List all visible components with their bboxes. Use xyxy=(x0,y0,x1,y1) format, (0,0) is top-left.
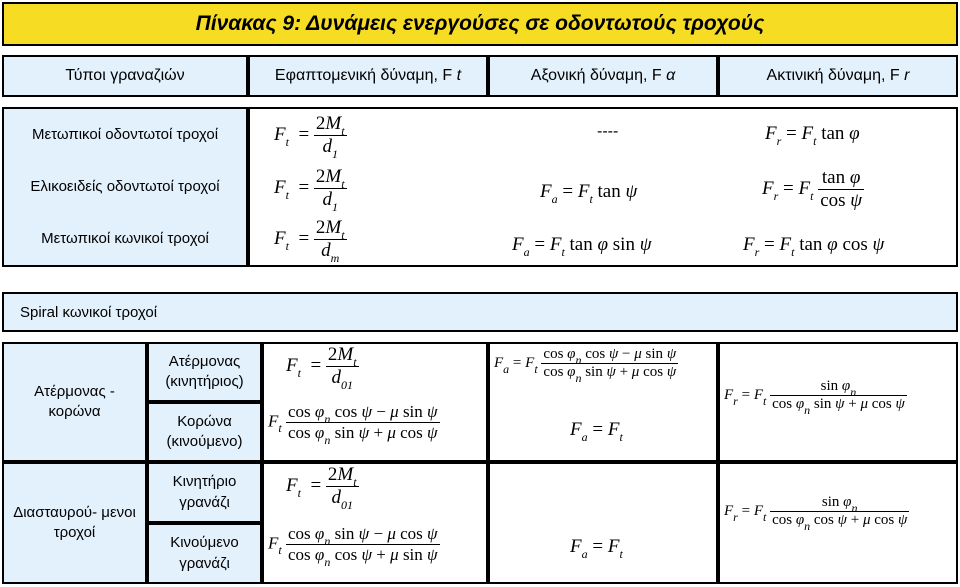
formula-fr-spur: $F_r = F_t$ tan φ xyxy=(765,123,860,148)
formula-fr-worm: $F_r = F_t$ $\frac{\sin \varphi_n}{\cos \varphi_n \sin \psi + \mu \cos \psi}$ xyxy=(724,378,905,417)
formula-fa-helical: $F_a = F_t$ tan ψ xyxy=(540,181,638,206)
table-title: Πίνακας 9: Δυνάμεις ενεργούσες σε οδοντωτούς τροχούς xyxy=(2,2,958,46)
row-label-spiral: Spiral κωνικοί τροχοί xyxy=(20,303,158,321)
formula-ft-wheel: $F_t$ $\frac{\cos \varphi_n \cos \psi - \mu \sin \psi}{\cos \varphi_n \sin \psi + \mu \cos \psi}$ xyxy=(268,402,438,447)
worm-group-text: Ατέρμονας - κορώνα xyxy=(34,382,115,420)
formula-ft-spur: $F_t$ = $\frac{2M_t}{d_1}$ xyxy=(274,113,345,161)
formula-ft-helical: $F_t$ = $\frac{2M_t}{d_1}$ xyxy=(274,166,345,214)
header-radial xyxy=(718,55,958,97)
header-radial-sub: r xyxy=(904,67,910,84)
formula-fa-bevel: $F_a = F_t$ tan φ sin ψ xyxy=(512,234,652,259)
crossed-ft-cell xyxy=(262,462,488,584)
row-label-bevel: Μετωπικοί κωνικοί τροχοί xyxy=(41,229,209,247)
axial-spur-none: ---- xyxy=(597,123,619,140)
formula-fa-worm: $F_a = F_t$ $\frac{\cos \varphi_n \cos \psi - \mu \sin \psi}{\cos \varphi_n \sin \psi + \mu \cos \psi}$ xyxy=(494,346,677,385)
header-axial xyxy=(488,55,718,97)
formula-fr-bevel: $F_r = F_t$ tan φ cos ψ xyxy=(743,234,885,259)
header-tangential xyxy=(248,55,488,97)
worm-driven-label xyxy=(147,402,262,462)
header-axial-label: Αξονική δύναμη, F xyxy=(530,67,662,84)
row-labels-group xyxy=(2,107,248,267)
formula-fr-crossed: $F_r = F_t$ $\frac{\sin \varphi_n}{\cos \varphi_n \cos \psi + \mu \cos \psi}$ xyxy=(724,494,908,533)
formula-ft-bevel: $F_t$ = $\frac{2M_t}{d_m}$ xyxy=(274,217,345,265)
row-label-spur: Μετωπικοί οδοντωτοί τροχοί xyxy=(31,125,219,143)
formula-fr-helical: $F_r = F_t$ $\frac{\text{tan φ}}{\text{cos ψ}}$ xyxy=(762,167,863,211)
formula-area-main xyxy=(248,107,958,267)
worm-fa-cell xyxy=(488,342,718,462)
formula-ft-crossed-driven: $F_t$ $\frac{\cos \varphi_n \sin \psi - \mu \cos \psi}{\cos \varphi_n \cos \psi + \mu \sin \psi}$ xyxy=(268,524,438,569)
worm-driver-text: Ατέρμονας (κινητήριος) xyxy=(165,352,244,390)
worm-driven-text: Κορώνα (κινούμενο) xyxy=(166,412,243,450)
crossed-driven-label xyxy=(147,523,262,584)
header-gear-types xyxy=(2,55,248,97)
crossed-group-text: Διασταυρού- μενοι τροχοί xyxy=(13,503,136,541)
crossed-group-label xyxy=(2,462,147,584)
crossed-driver-text: Κινητήριο γρανάζι xyxy=(172,473,237,511)
header-gear-types-label: Τύποι γραναζιών xyxy=(65,67,185,84)
crossed-driven-text: Κινούμενο γρανάζι xyxy=(170,534,239,572)
formula-fa-wheel: $F_a = F_t$ xyxy=(570,419,623,444)
crossed-driver-label xyxy=(147,462,262,523)
worm-ft-cell xyxy=(262,342,488,462)
worm-group-label xyxy=(2,342,147,462)
header-axial-sub: α xyxy=(666,67,676,84)
row-label-helical: Ελικοειδείς οδοντωτοί τροχοί xyxy=(30,177,220,195)
row-spiral xyxy=(2,292,958,332)
worm-driver-label xyxy=(147,342,262,402)
crossed-fa-cell xyxy=(488,462,718,584)
worm-fr-cell xyxy=(718,342,958,462)
formula-ft-worm: $F_t$ = $\frac{2M_t}{d_{01}}$ xyxy=(286,344,357,392)
header-tangential-sub: t xyxy=(456,67,462,84)
crossed-fr-cell xyxy=(718,462,958,584)
formula-ft-crossed-driver: $F_t$ = $\frac{2M_t}{d_{01}}$ xyxy=(286,464,357,512)
header-tangential-label: Εφαπτομενική δύναμη, F xyxy=(274,67,453,84)
formula-fa-crossed: $F_a = F_t$ xyxy=(570,536,623,561)
header-radial-label: Ακτινική δύναμη, F xyxy=(766,67,900,84)
